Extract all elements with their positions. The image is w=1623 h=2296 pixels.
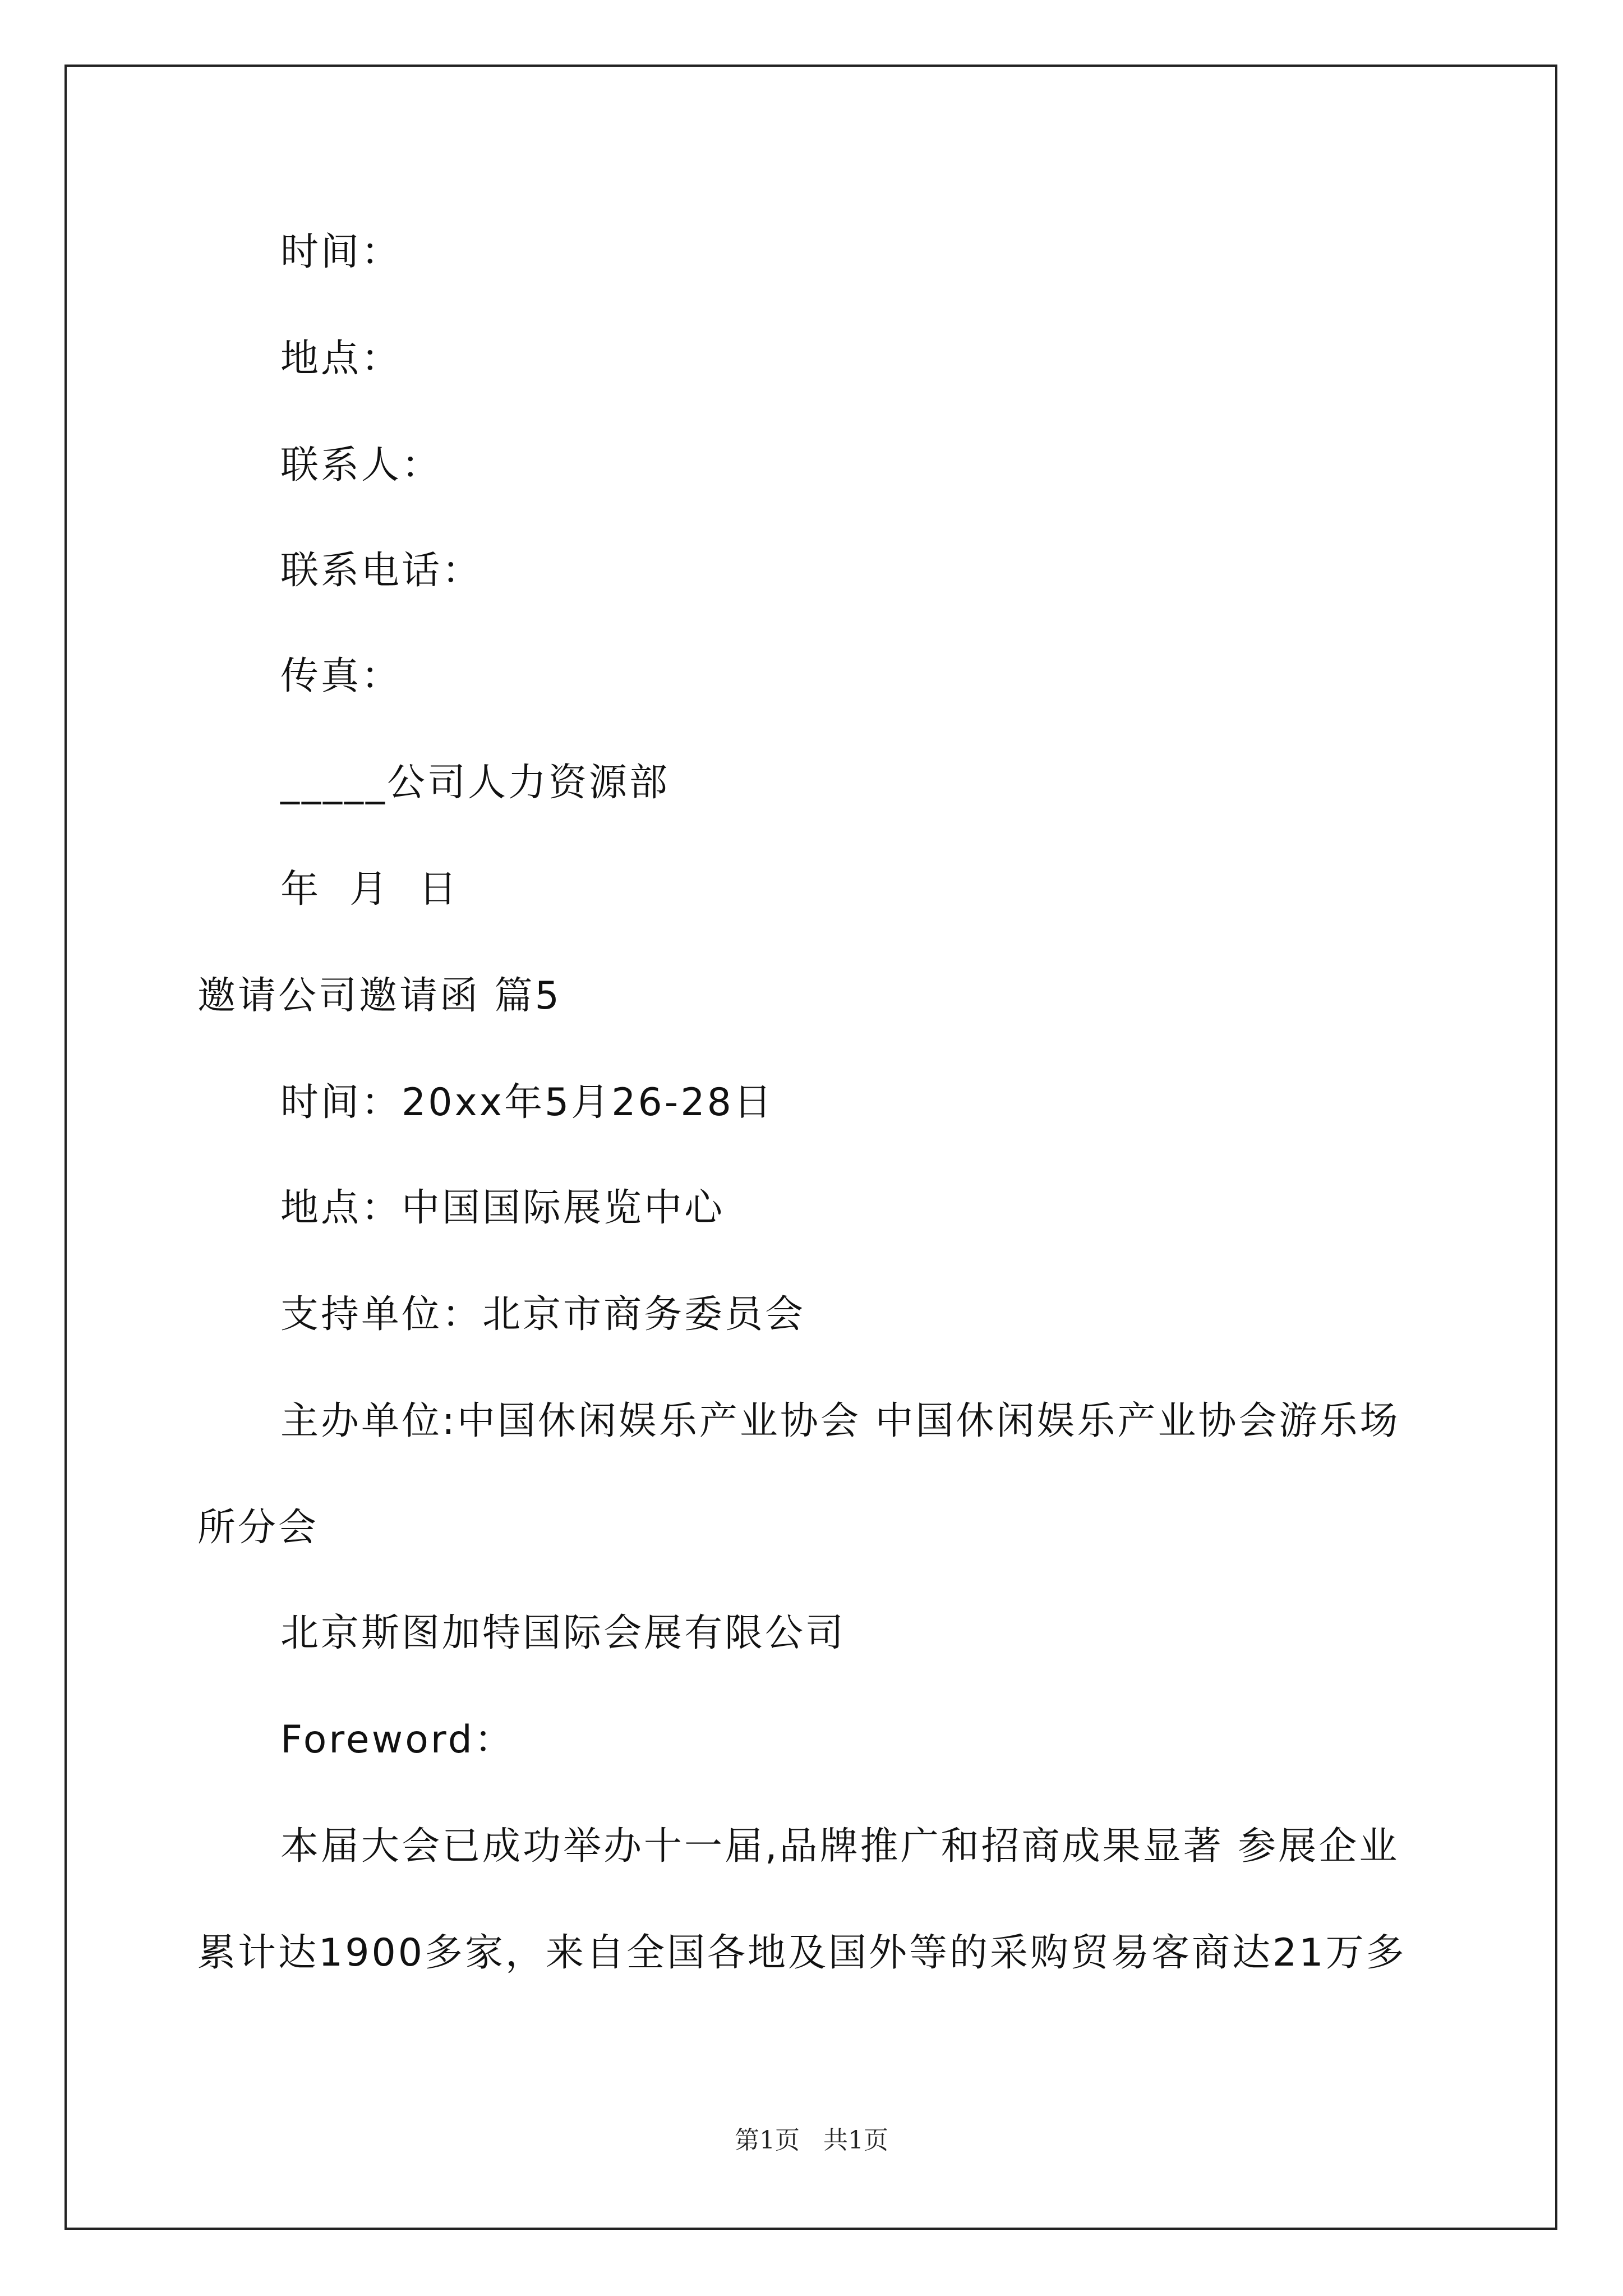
foreword-paragraph-line-1: 本届大会已成功举办十一届,品牌推广和招商成果显著 参展企业 [280,1824,1400,1869]
foreword-paragraph-line-2: 累计达1900多家，来自全国各地及国外等的采购贸易客商达21万多 [197,1931,1407,1975]
page-border [64,65,1557,2230]
contact-person-line: 联系人： [280,443,442,487]
section-heading: 邀请公司邀请函 篇5 [197,974,561,1018]
fax-line: 传真： [280,654,402,698]
time-label-line: 时间： [280,230,402,274]
organizer-line: 主办单位:中国休闲娱乐产业协会 中国休闲娱乐产业协会游乐场 [280,1399,1400,1443]
page-number-footer: 第1页 共1页 [735,2126,888,2155]
foreword-heading: Foreword： [280,1718,515,1762]
location-label-line: 地点： [280,337,402,381]
contact-phone-line: 联系电话： [280,549,483,593]
event-location-line: 地点：中国国际展览中心 [280,1186,725,1230]
date-line: 年 月 日 [280,867,459,912]
hr-department-line: _____公司人力资源部 [280,761,670,805]
organizer-line-continued: 所分会 [197,1506,319,1550]
event-time-line: 时间：20xx年5月26-28日 [280,1080,774,1125]
co-organizer-line: 北京斯图加特国际会展有限公司 [280,1611,846,1655]
supporter-line: 支持单位：北京市商务委员会 [280,1292,806,1337]
